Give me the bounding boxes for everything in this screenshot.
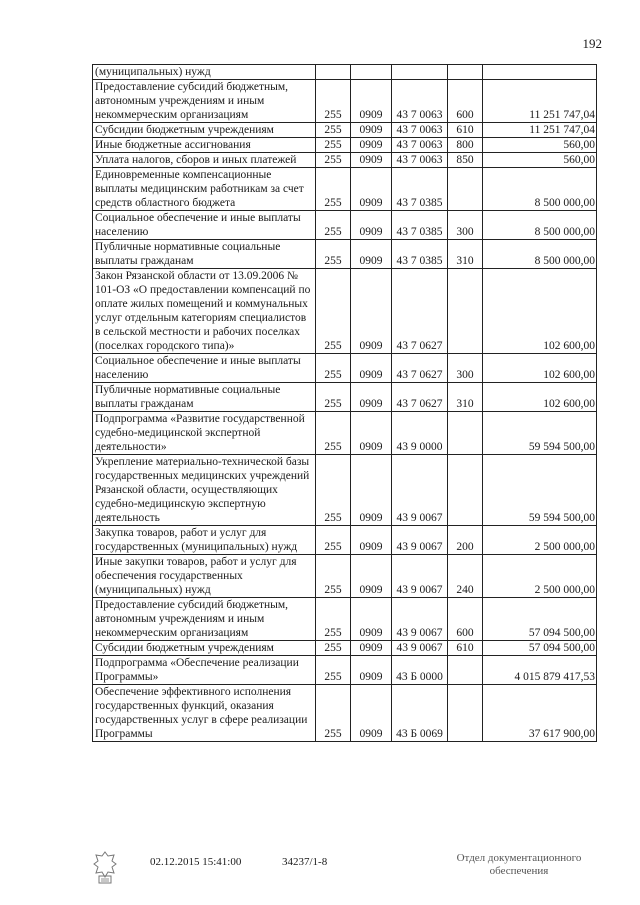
cell-name: Укрепление материально-технической базы государственных медицинских учреждений Рязанской области, осуществляющих судебно-медицинскую экспертную деятельность xyxy=(93,455,316,526)
table-row xyxy=(93,80,597,123)
cell-section: 0909 xyxy=(351,123,392,138)
cell-target-article: 43 9 0067 xyxy=(392,526,448,555)
table-row xyxy=(93,168,597,211)
table-row xyxy=(93,555,597,598)
cell-target-article: 43 7 0385 xyxy=(392,240,448,269)
cell-name: (муниципальных) нужд xyxy=(93,65,316,80)
cell-amount: 102 600,00 xyxy=(483,269,597,354)
table-row xyxy=(93,138,597,153)
cell-name: Закупка товаров, работ и услуг для государственных (муниципальных) нужд xyxy=(93,526,316,555)
cell-expense-type xyxy=(448,656,483,685)
cell-amount: 2 500 000,00 xyxy=(483,555,597,598)
cell-admin-code: 255 xyxy=(316,80,351,123)
cell-target-article: 43 9 0067 xyxy=(392,455,448,526)
table-row xyxy=(93,383,597,412)
table-row xyxy=(93,240,597,269)
cell-admin-code: 255 xyxy=(316,240,351,269)
cell-section: 0909 xyxy=(351,455,392,526)
cell-section: 0909 xyxy=(351,555,392,598)
cell-admin-code xyxy=(316,65,351,80)
cell-expense-type xyxy=(448,412,483,455)
cell-name: Субсидии бюджетным учреждениям xyxy=(93,641,316,656)
cell-amount: 102 600,00 xyxy=(483,354,597,383)
cell-target-article: 43 7 0063 xyxy=(392,80,448,123)
cell-target-article: 43 7 0063 xyxy=(392,123,448,138)
cell-admin-code: 255 xyxy=(316,138,351,153)
cell-amount: 59 594 500,00 xyxy=(483,455,597,526)
cell-section: 0909 xyxy=(351,412,392,455)
cell-target-article: 43 7 0063 xyxy=(392,138,448,153)
cell-name: Предоставление субсидий бюджетным, автономным учреждениям и иным некоммерческим организациям xyxy=(93,80,316,123)
cell-admin-code: 255 xyxy=(316,412,351,455)
cell-amount: 8 500 000,00 xyxy=(483,240,597,269)
office-stamp-line1: Отдел документационного xyxy=(456,852,582,864)
cell-name: Иные закупки товаров, работ и услуг для обеспечения государственных (муниципальных) нужд xyxy=(93,555,316,598)
cell-amount: 560,00 xyxy=(483,153,597,168)
cell-admin-code: 255 xyxy=(316,555,351,598)
cell-amount: 11 251 747,04 xyxy=(483,80,597,123)
cell-expense-type xyxy=(448,685,483,742)
cell-expense-type: 610 xyxy=(448,123,483,138)
cell-target-article: 43 9 0000 xyxy=(392,412,448,455)
table-row xyxy=(93,412,597,455)
cell-admin-code: 255 xyxy=(316,685,351,742)
cell-section: 0909 xyxy=(351,138,392,153)
cell-target-article: 43 7 0385 xyxy=(392,211,448,240)
cell-section: 0909 xyxy=(351,685,392,742)
table-row xyxy=(93,123,597,138)
print-datetime: 02.12.2015 15:41:00 xyxy=(150,856,242,868)
coat-of-arms-stamp-icon xyxy=(90,850,120,886)
cell-expense-type: 850 xyxy=(448,153,483,168)
table-row xyxy=(93,641,597,656)
table-row xyxy=(93,685,597,742)
cell-section: 0909 xyxy=(351,656,392,685)
cell-name: Публичные нормативные социальные выплаты гражданам xyxy=(93,383,316,412)
cell-amount: 4 015 879 417,53 xyxy=(483,656,597,685)
cell-name: Публичные нормативные социальные выплаты гражданам xyxy=(93,240,316,269)
cell-amount: 102 600,00 xyxy=(483,383,597,412)
cell-expense-type: 310 xyxy=(448,383,483,412)
table-row xyxy=(93,269,597,354)
budget-table-body xyxy=(93,65,597,742)
cell-target-article: 43 7 0627 xyxy=(392,269,448,354)
cell-target-article: 43 9 0067 xyxy=(392,641,448,656)
table-row xyxy=(93,153,597,168)
cell-amount: 8 500 000,00 xyxy=(483,168,597,211)
cell-amount xyxy=(483,65,597,80)
cell-expense-type: 300 xyxy=(448,354,483,383)
cell-expense-type xyxy=(448,269,483,354)
cell-target-article: 43 7 0627 xyxy=(392,383,448,412)
cell-name: Социальное обеспечение и иные выплаты населению xyxy=(93,211,316,240)
cell-target-article: 43 7 0063 xyxy=(392,153,448,168)
cell-target-article: 43 Б 0000 xyxy=(392,656,448,685)
cell-admin-code: 255 xyxy=(316,641,351,656)
cell-target-article xyxy=(392,65,448,80)
cell-expense-type xyxy=(448,168,483,211)
cell-expense-type: 600 xyxy=(448,80,483,123)
cell-target-article: 43 Б 0069 xyxy=(392,685,448,742)
cell-admin-code: 255 xyxy=(316,383,351,412)
table-row xyxy=(93,354,597,383)
cell-admin-code: 255 xyxy=(316,598,351,641)
cell-target-article: 43 7 0385 xyxy=(392,168,448,211)
cell-section: 0909 xyxy=(351,153,392,168)
cell-name: Подпрограмма «Развитие государственной судебно-медицинской экспертной деятельности» xyxy=(93,412,316,455)
cell-amount: 11 251 747,04 xyxy=(483,123,597,138)
cell-name: Единовременные компенсационные выплаты медицинским работникам за счет средств областного бюджета xyxy=(93,168,316,211)
table-row xyxy=(93,526,597,555)
cell-name: Социальное обеспечение и иные выплаты населению xyxy=(93,354,316,383)
cell-expense-type: 600 xyxy=(448,598,483,641)
cell-section: 0909 xyxy=(351,641,392,656)
cell-name: Обеспечение эффективного исполнения государственных функций, оказания государственных услуг в сфере реализации Программы xyxy=(93,685,316,742)
cell-expense-type xyxy=(448,455,483,526)
cell-section: 0909 xyxy=(351,240,392,269)
page-number: 192 xyxy=(582,36,602,51)
cell-amount: 37 617 900,00 xyxy=(483,685,597,742)
table-row xyxy=(93,65,597,80)
cell-section xyxy=(351,65,392,80)
cell-section: 0909 xyxy=(351,598,392,641)
document-number: 34237/1-8 xyxy=(282,856,328,868)
cell-target-article: 43 9 0067 xyxy=(392,598,448,641)
cell-section: 0909 xyxy=(351,269,392,354)
cell-expense-type xyxy=(448,65,483,80)
cell-amount: 57 094 500,00 xyxy=(483,641,597,656)
table-row xyxy=(93,598,597,641)
table-row xyxy=(93,656,597,685)
cell-expense-type: 300 xyxy=(448,211,483,240)
cell-name: Закон Рязанской области от 13.09.2006 № 101-ОЗ «О предоставлении компенсаций по оплате жилых помещений и коммунальных услуг отдельным категориям специалистов в сельской местности и рабочих поселках (поселках городского типа)» xyxy=(93,269,316,354)
cell-admin-code: 255 xyxy=(316,656,351,685)
cell-amount: 8 500 000,00 xyxy=(483,211,597,240)
cell-section: 0909 xyxy=(351,383,392,412)
cell-section: 0909 xyxy=(351,211,392,240)
table-row xyxy=(93,211,597,240)
table-row xyxy=(93,455,597,526)
cell-amount: 2 500 000,00 xyxy=(483,526,597,555)
cell-expense-type: 240 xyxy=(448,555,483,598)
cell-section: 0909 xyxy=(351,526,392,555)
cell-expense-type: 310 xyxy=(448,240,483,269)
cell-section: 0909 xyxy=(351,354,392,383)
cell-name: Подпрограмма «Обеспечение реализации Программы» xyxy=(93,656,316,685)
budget-table xyxy=(92,64,597,742)
cell-amount: 59 594 500,00 xyxy=(483,412,597,455)
cell-admin-code: 255 xyxy=(316,526,351,555)
cell-admin-code: 255 xyxy=(316,123,351,138)
cell-admin-code: 255 xyxy=(316,211,351,240)
cell-amount: 560,00 xyxy=(483,138,597,153)
cell-admin-code: 255 xyxy=(316,269,351,354)
cell-name: Предоставление субсидий бюджетным, автономным учреждениям и иным некоммерческим организациям xyxy=(93,598,316,641)
cell-admin-code: 255 xyxy=(316,354,351,383)
cell-target-article: 43 9 0067 xyxy=(392,555,448,598)
cell-name: Субсидии бюджетным учреждениям xyxy=(93,123,316,138)
office-stamp-line2: обеспечения xyxy=(489,865,549,877)
cell-expense-type: 200 xyxy=(448,526,483,555)
cell-admin-code: 255 xyxy=(316,153,351,168)
cell-name: Иные бюджетные ассигнования xyxy=(93,138,316,153)
cell-section: 0909 xyxy=(351,168,392,211)
cell-admin-code: 255 xyxy=(316,455,351,526)
cell-expense-type: 610 xyxy=(448,641,483,656)
cell-target-article: 43 7 0627 xyxy=(392,354,448,383)
cell-amount: 57 094 500,00 xyxy=(483,598,597,641)
office-stamp xyxy=(444,852,594,878)
cell-admin-code: 255 xyxy=(316,168,351,211)
cell-expense-type: 800 xyxy=(448,138,483,153)
cell-section: 0909 xyxy=(351,80,392,123)
cell-name: Уплата налогов, сборов и иных платежей xyxy=(93,153,316,168)
